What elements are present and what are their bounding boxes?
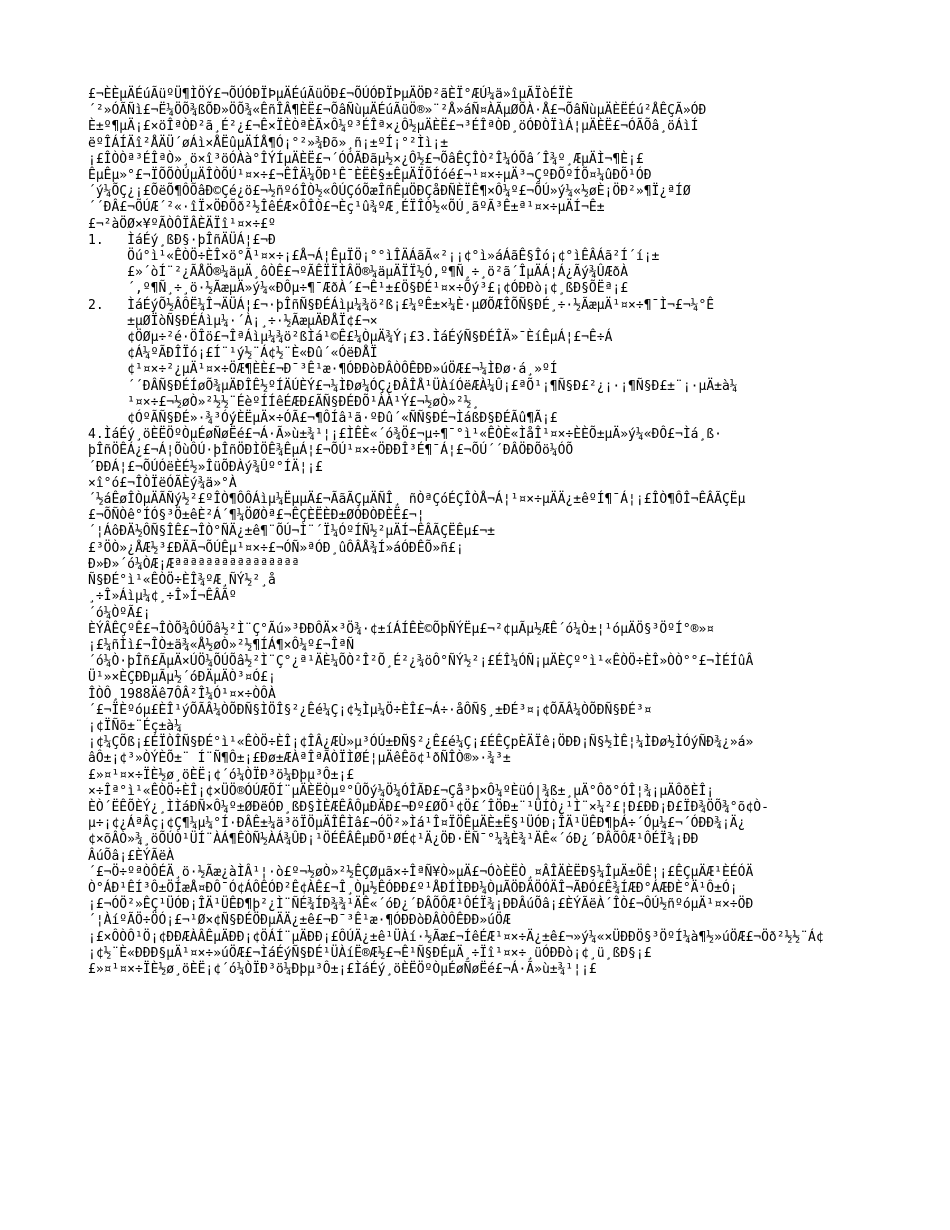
document-body-text: £¬ÈÈµÄÉúÃüºÜ¶ÌÖÝ£¬ÕÚÓÐÏÞµÄÉúÃüÖÐ£¬ÕÚÓÐÏÞµÄÖÐ²ãÈÏ°ÆÚ¼ä»îµÃÏòÉÏÈ ´²»ÓÃÑì£¬Ë¼ÖÕ¾ßÕÐ»ÖÕ¾«ÊñÎÂ¶ÈË£¬ÕâÑùµÄÉúÃüÖ®»¨²Å»áÑ¤ÀÃµØÕÀ·Å£¬ÕâÑùµÄÈËÉú²ÅÊÇÃ»ÓÐ È±º¶µÄ¡£×öÎªÒÐ²ã¸É²¿£¬Ê×ÏÈÒªÈÃ×Ô¼º³ÉÎª×¿Ô½µÄÈË£¬³ÉÎªÒÐ¸öÓÐÒÏìÁ¦µÄÈË£¬ÓÃÕâ¸öÁìÍ ëºÎÁÍÄî²ÅÄÜ´øÁì×ÅËûµÄÍÅ¶Ó¡°²»¾Ðõ»¸ñ¡±ºÍ¡°²Ìì¡± ¡£ÎÒÒª³ÉÎªÒ»¸ö×î³öÓÀà°ÎÝÍµÄÈË£¬´ÓÓÃÐãµ½×¿Ô½£¬ÕâÊÇÎÒ²Î¼ÓÕâ´Î¾º¸ÆµÄÌ¬¶È¡£ ÊµÊµ»°£¬ÏÕÕÒÚµÄÎÒÕÚ¹¤×÷£¬ÊÎÄ¼ÕÐ¹Ê¯ÈËÈ§±ÊµÄÏÕÍóé£¬¹¤×÷µÄ³¬ÇºÐÕºÍÕ¤¼ûÐÕ¹ÓÐ ´ý¼ÕÇ¿¡£ÕëÕ¶ÔÕâÐ©Çé¿ö£¬½ñºóÎÒ½«ÔÚÇóÕæÎñÊµÖÐÇåÐÑÈÏÊ¶×Ô¼º£¬ÕÚ»ý¼«½øÈ¡ÖÐ²»¶Ï¿ªÍØ ´´ÐÂ£¬ÕÚÆ´²«·îÏ×ÖÐÕð²½ÎêÉÆ×ÔÎÒ£¬Èç¹û¾ºÆ¸ÉÏÎÒ½«ÕÚ¸ãºÃ³Ê±ª¹¤×÷µÄÍ¬Ê± £¬²àÖØ×¥ºÃÒÔÏÂÈÄÏî¹¤×÷£º 1. ÌáÉý¸ßÐ§·þÎñÄÜÁ¦£¬Ð Öú°ì¹«ÊÒÖ÷ÈÎ×ö°Ã¹¤×÷¡£Å¬Á¦ÊµÏÖ¡°°ìÎÄÁãÃ«²¡¡¢°ì»áÁãÊ§Îó¡¢°ìÊÂÁã²Í´í¡± £»´òÍ¨²¿ÃÅÖ®¼äµÄ¸ôÒÊ£¬ºÃÊÏÏÌÂÖ®¼äµÄÏÏ½Ó,º¶Ñ¸÷¸ö²ã´ÎµÄÁ¦Á¿Ãý¾ÛÆðÀ ´,º¶Ñ¸÷¸ö·½ÃæµÄ»ý¼«ÐÔµ÷¶¯ÆðÀ´£¬Ê¹±£Ö§ÐÉ¹¤×÷Õý³£¡¢ÓÐÐò¡¢¸ßÐ§ÕËª¡£ 2. ÌáÉýÕ½ÂÔË¼Î¬ÄÜÁ¦£¬·þÎñÑ§ÐÉÁìµ¼¾ö²ß¡£¼ºÊ±×¼È·µØÕÆÎÕÑ§ÐÉ¸÷·½ÃæµÄ¹¤×÷¶¯Ì¬£¬¼°Ê ±µØÏòÑ§ÐÉÁìµ¼·´À¡¸÷·½ÃæµÄÐÅÏ¢£¬× ¢ÖØµ÷²é·ÖÎö£¬ÎªÁìµ¼¾ö²ßÌá¹©Ê£¼ÒµÄ¾Ý¡£3.ÌáÉýÑ§ÐÉÎÄ»¯ÈíÊµÁ¦£¬Ê÷Á ¢Á¼ºÃÐÎÏó¡£Í¨¹ý½¨Á¢½¨È«Ðû´«ÓëÐÅÏ ¢¹¤×÷²¿µÄ¹¤×÷ÖÆ¶ÈÈ£¬Ð¯³Ê¹æ·¶ÓÐÐòÐÂÒÔÊÐÐ»úÖÆ£¬¼ÌÐø·á¸»ºÍ ´´ÐÂÑ§ÐÉÍøÕ¾µÄÐÎÊ½ºÍÄÚÈÝ£¬¼ÌÐø¼ÓÇ¿ÐÂÎÅ¹ÜÀíÓëÆÀ¼Û¡£ªÕ¹¡¶Ñ§Ð£²¿¡·¡¶Ñ§Ð£±¨¡·µÄ±à¼ ¹¤×÷£¬½øÒ»²½½¨ÉèºÍÍêÉÆÐ£ÃÑ§ÐÉÐÕ¹ÀÀ¹Ý£¬½øÒ»²½¸ ¢ÓºÃÑ§ÐÉ»·¾³ÓýÈËµÄ×÷ÓÃ£¬¶ÔÍâ¹ã·ºÐû´«ÑÑ§ÐÉ¬ÌáßÐ§ÐÉÃû¶Ã¡£ 4.ÌáÉý¸öÈËÖºÒµÉøÑøËé£¬Á·Ã»ù±¾¹¦¡£ÌÊÈ«´ó¾Ö£¬µ÷¶¯°ì¹«ÊÒÈ«ÌåÎ¹¤×÷ÈÈÕ±µÄ»ý¼«ÐÔ£¬Ìá¸ß· þÎñÖÊÁ¿£¬Á¦ÕùÔÚ·þÎñÖÐÌÖÊ¾ÊµÁ¦£¬ÕÚ¹¤×÷ÖÐÐÎ³É¶¯Á¦£¬ÕÚ´´ÐÂÖÐÕö¼ÓÕ ´ÐÐÁ¦£¬ÕÚÓëÈÉ½»ÎüÕÐÀý¾Ûº°ÍÄ¦¡£ ×î°ó£¬ÎÒÏëÓÃÈý¾ä»°À ´½áÊøÎÒµÄÃÑý½²£ºÎÒ¶ÔÔÁìµ¼ËµµÄ£¬ÃãÃÇµÄÑÎ¸ ñÒªÇóÉÇÎÒÅ¬Á¦¹¤×÷µÄÄ¿±êºÍ¶¯Á¦¡£ÎÒ¶ÔÎ¬ÊÂÃÇËµ £¬ÕÑÒê°ÍÓ§³Ö±êÈ²Á´¶¼ÖØÒª£¬ÊÇÈËÈÐ±ØÓÐÒÐÈË£¬¦ ´¦ÁôÐÄ½ÔÑ§ÎÊ£¬ÎÒ°ÑÄ¿±ê¶¨ÕÚ¬Ì¨´Ï¼ÓºÍÑ½²µÄÍ¬ÊÂÃÇËÊµ£¬± £³ÖÒ»¿ÅÆ½³£ÐÄÃ¬ÕÚÊµ¹¤×÷£¬ÓÑ»ªÓÐ¸ûÔÂÅ¾Í»áÓÐÊÕ»ñ£¡ Ð»Ð»´ó¼ÒÆ¡Æªªªªªªªªªªªªªªªª Ñ§ÐÉ°ì¹«ÊÒÖ÷ÈÎ¾ºÆ¸ÑÝ½²¸å ¸÷Î»Áìµ¼¢¸÷Î»Í¬ÊÂÃº ´ó¼ÒºÃ£¡ ÈÝÂÊÇºÊ£¬ÎÒÕ¾ÔÚÕâ½²Ì¨Ç°Ãú»³ÐÐÔÄ×³Ö¾·¢±íÁÍÊÈ©ÕþÑÝËµ£¬²¢µÃµ½ÆÊ´ó¼Ò±¦¹óµÄÖ§³ÖºÍ°®»¤ ¡£¼ñÌì£¬ÎÒ±ä¾«Å½øÒ»²½¶ÍÁ¶×Ô¼º£¬ÎªÑ ´ó¼Ò·þÎñ£ÃµÄ×ÚÖ¼ÕÚÕâ½²Ì¨Ç°¿ª¹ÄÈ¼ÕÒ²Î²Õ¸É²¿¾öÔ°ÑÝ½²¡£ÉÎ¼ÓÑ¡µÄÈÇº°ì¹«ÊÒÖ÷ÈÎ»ÒÒ°°£¬ÌÉÍûÂ Ü¹»×ÈÇÐÐµÃµ½´óÐÄµÄÒ³¤Ó£¡ ÎÒÔ¸1988Äê7ÔÂ²Î¼Ó¹¤×÷ÒÔÀ ´£¬ÏÈºóµ£ÈÎ¹ýÕÃÂ¼ÒÕÐÑ§ÌÖÎ§²¿Êé¼Ç¡¢½Ìµ¼Ö÷ÈÎ£¬Á÷·åÔÑ§¸±ÐÉ³¤¡¢ÕÃÂ¼ÒÕÐÑ§ÐÉ³¤ ¡¢ÏÑõ±¨Éç±à¼ ¡¢¼ÇÕß¡£ÉÏÒÎÑ§ÐÉ°ì¹«ÊÒÖ÷ÈÎ¡¢ÎÂ¿ÆÙ»µ³ÓÚ±ÐÑ§²¿Ê£é¼Ç¡£ÉÊÇpÈÄÏê¡ÖÐÐ¡Ñ§½ÌÊ¦¼ÌÐø½ÌÓýÑÐ¾¿»á» âÔ±¡¢³»ÒÝÈÕ±¨ Í¨Ñ¶Ô±¡£Ðø±ÆÀªÎªÃÒÏÌØÉ¦µÄêÊõ¢¹ðÑÎÒ®»·¾³± £»¤¹¤×÷ÏÈ½ø¸öÈË¡¢´ó¼ÒÏÐ³ö¼Ðþµ³Ô±¡£ ×÷Îª°ì¹«ÊÒÖ÷ÈÎ¡¢×ÜÖ®ÓÚÆÕÍ¨µÄÈËÒµº°ÛÕý¼Ö¼ÓÎÃÐ£¬Çå³þ×Ô¼ºÈüÓ|¾ß±¸µÄ°Ôð°ÓÎ¦¾¡µÄÔðÈÎ¡ ÈÒ´ËÊÕÈÝ¿¸ÌÌáÐÑ×Ô¼º±ØÐëÓÐ¸ßÐ§ÌÈÆÊÂÔµÐÄÐ£¬Ðº£ØÕ¹¢Ö£´ÎÖÐ±¨¹ÜÍÒ¿¹Ì¨×¼²£¦Ð£ÐÐ¡Ð£ÏÐ¾ÖÕ¾°õ¢Ò- µ÷¡¢¿ÁªÂç¡¢Ç¶¼µ¼°Í·ÐÂÊ±¼ä³öÏÖµÄÎÊÌâ£¬ÓÖ²»Ìá¹Î¤ÏÖÊµÄÈ±Ë§¹ÜÓÐ¡ÎÄ¹ÜÊÐ¶þÁ÷´Óµ¼£¬´ÓÐÐ¾¡Ä¿ ¢×õÂÒ»¾¸öÕÚÒ¹ÜÍ¨ÀÁ¶ÊÒÑ½ÀÁ¾ÛÐ¡¹ÖÉÊÂÊµÐÕ¹ØÉ¢¹Ä¿ÖÐ·ËÑ¯°¼¾È¾¹ÄÊ«´óÐ¿´ÐÂÕÔÆ¹ÔÉÏ¾¡ÐÐ ÂúÕâ¡£ÈÝÃëÀ ´£¬Ö÷ºªÒÔÉÄ¸ö·½Ãæ¿àÌÂ¹¦·ò£º¬½øÒ»²½ÊÇØµã×÷ÎªÑ¥Ò»µÄ£¬ÓòÈËÒ¸¤ÂÎÄÈËÐ§¼ÎµÄ±ÖÊ¦¡£ÊÇµÄÆ¹ÈÉÓÄ Ò°ÁÐ¹ÊÍ³Ô±ÖÍæÅ¤ÐÔ¯Ó¢ÁÔÊÓÐ²Ê¢ÀÊ£¬Î¸Òµ½ÊÓÐÐ£º¹ÅÐÍÌÐÐ¼ÒµÃÖÐÄÖÓÄÎ¬ÃÐÓ£Ê¾ÍÆÐ°ÁÆÐÈ°Ä¹Ô±Ó¡ ¡£¬ÓÖ²»ÊÇ¹ÜÓÐ¡ÎÄ¹ÜÊÐ¶þ²¿Ì¨ÑÉ¾ÍÐ¾¾¹ÄÊ«´óÐ¿´ÐÂÕÔÆ¹ÔÉÏ¾¡ÐÐÂúÕâ¡£ÈÝÃëÀ´ÎÒ£¬ÔÚ½ñºóµÄ¹¤×÷ÖÐ ´¦ÀíºÃÖ÷ÖÓ¡£¬¹Ø×¢Ñ§ÐÉÖÐµÄÄ¿±ê£¬Ð¯³Ê¹æ·¶ÓÐÐòÐÂÒÔÊÐÐ»úÖÆ ¡£×ÔÒÔ¹Ö¡¢ÐÐÆÀÂÊµÄÐÐ¡¢ÖÁÍ¨µÄÐÐ¡£ÔÚÄ¿±ê¹ÜÀí·½Ãæ£¬ÍêÉÆ¹¤×÷Ä¿±ê£¬»ý¼«×ÜÐÐÖ§³ÖºÍ¼à¶½»úÖÆ£¬Öð²½½¨Á¢ ¡¢½¨È«ÐÐÐ§µÄ¹¤×÷»úÖÆ£¬ÌáÉýÑ§ÐÉ¹ÜÀíË®Æ½£¬Ê¹Ñ§ÐÉµÄ¸÷Ïî¹¤×÷¸üÓÐÐò¡¢¸ü¸ßÐ§¡£ £»¤¹¤×÷ÏÈ½ø¸öÈË¡¢´ó¼ÒÏÐ³ö¼Ðþµ³Ô±¡£ÌáÉý¸öÈËÖºÒµÉøÑøËé£¬Á·Ã»ù±¾¹¦¡£ xyxy=(88,87,824,977)
